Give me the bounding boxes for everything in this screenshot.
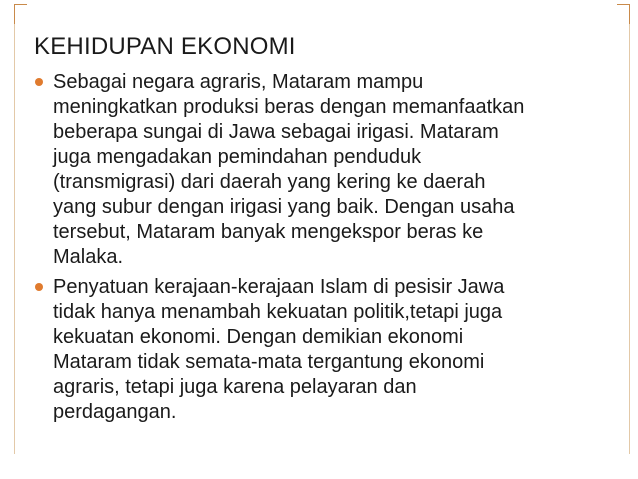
bullet-text-line: Sebagai negara agraris, Mataram mampu bbox=[53, 71, 424, 93]
bullet-item bbox=[34, 70, 604, 270]
page-title: KEHIDUPAN EKONOMI bbox=[34, 33, 296, 60]
bullet-icon bbox=[35, 78, 43, 86]
bullet-text-line: tersebut, Mataram banyak mengekspor beras ke bbox=[53, 221, 484, 243]
bullet-text-line: Penyatuan kerajaan-kerajaan Islam di pesisir Jawa bbox=[53, 276, 505, 298]
frame-right-border bbox=[629, 24, 630, 454]
frame-corner-top-right bbox=[617, 4, 630, 24]
bullet-text-line: yang subur dengan irigasi yang baik. Dengan usaha bbox=[53, 196, 515, 218]
bullet-text-line: kekuatan ekonomi. Dengan demikian ekonomi bbox=[53, 326, 464, 348]
bullet-text-line: Malaka. bbox=[53, 246, 124, 268]
bullet-text-line: Mataram tidak semata-mata tergantung ekonomi bbox=[53, 351, 485, 373]
bullet-text-line: meningkatkan produksi beras dengan memanfaatkan bbox=[53, 96, 525, 118]
bullet-text-line: juga mengadakan pemindahan penduduk bbox=[53, 146, 422, 168]
bullet-icon bbox=[35, 283, 43, 291]
frame-left-border bbox=[14, 24, 15, 454]
frame-corner-top-left bbox=[14, 4, 27, 24]
bullet-text-line: perdagangan. bbox=[53, 401, 177, 423]
bullet-text-line: beberapa sungai di Jawa sebagai irigasi. Mataram bbox=[53, 121, 499, 143]
bullet-item bbox=[34, 275, 604, 425]
bullet-text-line: agraris, tetapi juga karena pelayaran dan bbox=[53, 376, 417, 398]
bullet-text-line: (transmigrasi) dari daerah yang kering ke daerah bbox=[53, 171, 486, 193]
bullet-text-line: tidak hanya menambah kekuatan politik,tetapi juga bbox=[53, 301, 503, 323]
bullet-list bbox=[34, 70, 604, 430]
